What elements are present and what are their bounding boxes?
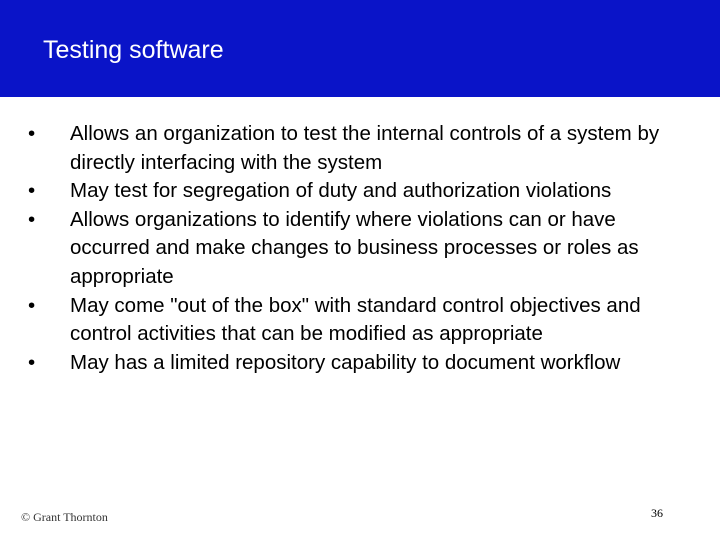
bullet-item bbox=[28, 120, 698, 177]
bullet-item bbox=[28, 177, 698, 206]
bullet-list bbox=[28, 120, 698, 377]
bullet-text: May has a limited repository capability to document workflow bbox=[70, 350, 621, 374]
bullet-item bbox=[28, 206, 698, 292]
page-number: 36 bbox=[651, 506, 663, 520]
bullet-item bbox=[28, 349, 698, 378]
bullet-marker: • bbox=[28, 179, 36, 203]
bullet-marker: • bbox=[28, 207, 36, 231]
footer-copyright: © Grant Thornton bbox=[21, 510, 108, 524]
bullet-marker: • bbox=[28, 293, 36, 317]
bullet-text: May come "out of the box" with standard control objectives and control activities that can be modified as appropriate bbox=[70, 293, 641, 346]
bullet-text: Allows organizations to identify where violations can or have occurred and make changes to business processes or roles as appropriate bbox=[70, 207, 639, 288]
bullet-marker: • bbox=[28, 122, 36, 145]
bullet-item bbox=[28, 292, 698, 349]
slide-title: Testing software bbox=[43, 36, 224, 64]
bullet-marker: • bbox=[28, 350, 36, 374]
bullet-text: Allows an organization to test the internal controls of a system by directly interfacing with the system bbox=[70, 122, 660, 174]
bullet-text: May test for segregation of duty and authorization violations bbox=[70, 179, 612, 203]
